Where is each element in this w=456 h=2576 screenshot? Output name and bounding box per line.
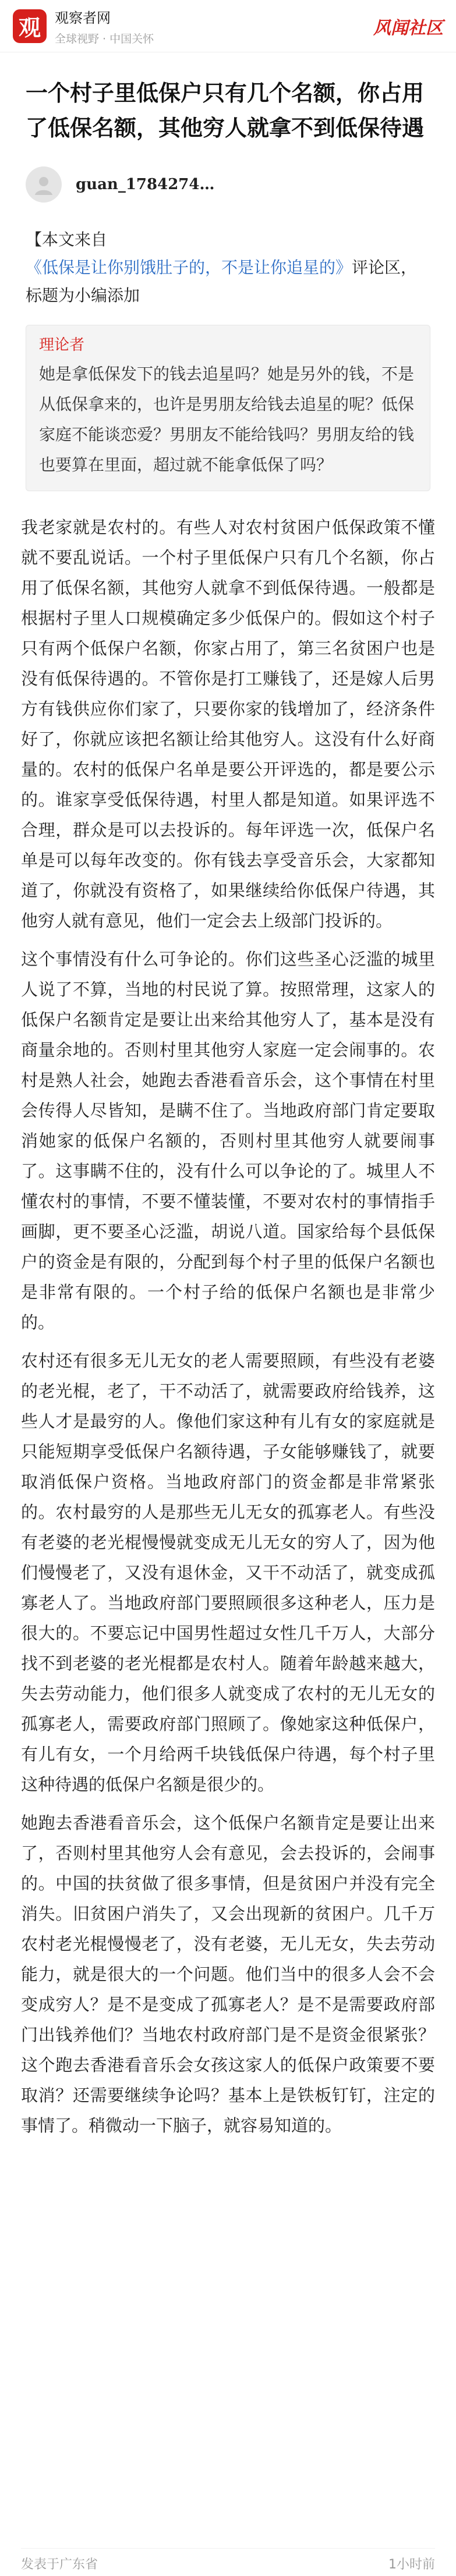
community-logo[interactable]: 风闻社区 (373, 17, 443, 38)
article-body (21, 512, 435, 2141)
brand[interactable] (13, 6, 154, 46)
source-note (26, 226, 430, 310)
brand-text (55, 6, 154, 46)
avatar[interactable] (26, 166, 62, 203)
post-footer (21, 2548, 435, 2573)
app-slogan: 全球视野 · 中国关怀 (55, 32, 154, 45)
quoted-comment-text: 她是拿低保发下的钱去追星吗？她是另外的钱，不是从低保拿来的，也许是男朋友给钱去追星的呢？低保家庭不能谈恋爱？男朋友不能给钱吗？男朋友给的钱也要算在里面，超过就不能拿低保了吗？ (39, 364, 415, 474)
post-location: 发表于广东省 (21, 2557, 98, 2572)
source-article-link[interactable]: 《低保是让你别饿肚子的，不是让你追星的》 (26, 258, 352, 277)
body-paragraph: 我老家就是农村的。有些人对农村贫困户低保政策不懂就不要乱说话。一个村子里低保户只有几个名额，你占用了低保名额，其他穷人就拿不到低保待遇。一般都是根据村子里人口规模确定多少低保户的。假如这个村子只有两个低保户名额，你家占用了，第三名贫困户也是没有低保待遇的。不管你是打工赚钱了，还是嫁人后男方有钱供应你们家了，只要你家的钱增加了，经济条件好了，你就应该把名额让给其他穷人。这没有什么好商量的。农村的低保户名单是要公开评选的，都是要公示的。谁家享受低保待遇，村里人都是知道。如果评选不合理，群众是可以去投诉的。每年评选一次，低保户名单是可以每年改变的。你有钱去享受音乐会，大家都知道了，你就没有资格了，如果继续给你低保户待遇，其他穷人就有意见，他们一定会去上级部门投诉的。 (21, 517, 435, 931)
user-avatar-icon (32, 173, 55, 196)
quoted-comment (26, 325, 430, 491)
body-paragraph: 她跑去香港看音乐会，这个低保户名额肯定是要让出来了，否则村里其他穷人会有意见，会去投诉的，会闹事的。中国的扶贫做了很多事情，但是贫困户并没有完全消失。旧贫困户消失了，又会出现新的贫困户。几千万农村老光棍慢慢老了，没有老婆，无儿无女，失去劳动能力，就是很大的一个问题。他们当中的很多人会不会变成穷人？是不是变成了孤寡老人？是不是需要政府部门出钱养他们？当地农村政府部门是不是资金很紧张？这个跑去香港看音乐会女孩这家人的低保户政策要不要取消？还需要继续争论吗？基本上是铁板钉钉，注定的事情了。稍微动一下脑子，就容易知道的。 (21, 1813, 435, 2135)
author-name[interactable]: guan_1784274… (76, 176, 215, 193)
app-name: 观察者网 (55, 9, 111, 26)
quoted-comment-author[interactable]: 理论者 (39, 336, 85, 354)
source-suffix: 评论区，标题为小编添加 (26, 258, 418, 305)
author-row[interactable] (26, 166, 430, 203)
article-title: 一个村子里低保户只有几个名额，你占用了低保名额，其他穷人就拿不到低保待遇 (26, 80, 425, 141)
body-paragraph: 这个事情没有什么可争论的。你们这些圣心泛滥的城里人说了不算，当地的村民说了算。按照常理，这家人的低保户名额肯定是要让出来给其他穷人了，基本是没有商量余地的。否则村里其他穷人家庭一定会闹事的。农村是熟人社会，她跑去香港看音乐会，这个事情在村里会传得人尽皆知，是瞒不住了。当地政府部门肯定要取消她家的低保户名额的，否则村里其他穷人就要闹事了。这事瞒不住的，没有什么可以争论的了。城里人不懂农村的事情，不要不懂装懂，不要对农村的事情指手画脚，更不要圣心泛滥，胡说八道。国家给每个县低保户的资金是有限的，分配到每个村子里的低保户名额也是非常有限的。一个村子给的低保户名额也是非常少的。 (21, 949, 435, 1332)
body-paragraph: 农村还有很多无儿无女的老人需要照顾，有些没有老婆的老光棍，老了，干不动活了，就需要政府给钱养，这些人才是最穷的人。像他们家这种有儿有女的家庭就是只能短期享受低保户名额待遇，子女能够赚钱了，就要取消低保户资格。当地政府部门的资金都是非常紧张的。农村最穷的人是那些无儿无女的孤寡老人。有些没有老婆的老光棍慢慢就变成无儿无女的穷人了，因为他们慢慢老了，又没有退休金，又干不动活了，就变成孤寡老人了。当地政府部门要照顾很多这种老人，压力是很大的。不要忘记中国男性超过女性几千万人，大部分找不到老婆的老光棍都是农村人。随着年龄越来越大，失去劳动能力，他们很多人就变成了农村的无儿无女的孤寡老人，需要政府部门照顾了。像她家这种低保户，有儿有女，一个月给两千块钱低保户待遇，每个村子里这种待遇的低保户名额是很少的。 (21, 1351, 435, 1794)
app-header (0, 0, 456, 52)
post-time: 1小时前 (388, 2557, 435, 2572)
source-prefix: 【本文来自 (26, 230, 108, 249)
app-logo-icon: 观 (13, 9, 47, 43)
